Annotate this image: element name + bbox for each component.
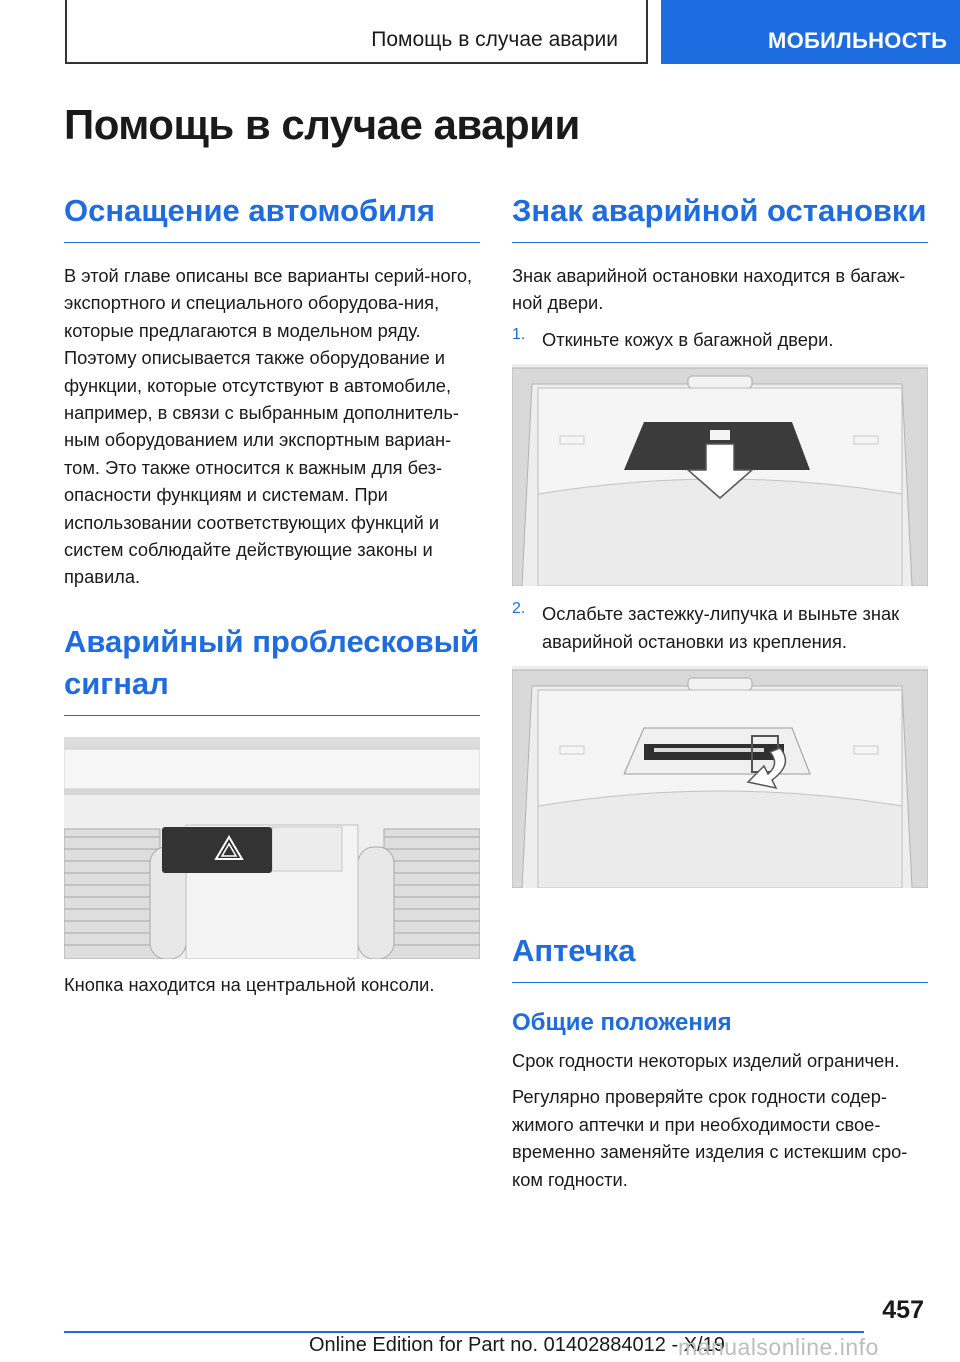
footer-edition: Online Edition for Part no. 01402884012 - X/19 bbox=[309, 1334, 725, 1356]
first-aid-text-2: Регулярно проверяйте срок годности содер-жимого аптечки и при необходимости свое-временно заменяйте изделия с истекшим сро-ком годности. bbox=[512, 1086, 908, 1190]
step-1-text: Откиньте кожух в багажной двери. bbox=[542, 328, 834, 350]
header-chapter-label: МОБИЛЬНОСТЬ bbox=[768, 28, 948, 53]
step-2 bbox=[512, 600, 928, 655]
page-number: 457 bbox=[882, 1296, 924, 1324]
header-section-title: Помощь в случае аварии bbox=[371, 28, 618, 51]
heading-first-aid: Аптечка bbox=[512, 930, 928, 983]
page-title: Помощь в случае аварии bbox=[64, 101, 580, 148]
heading-hazard: Аварийный проблесковый сигнал bbox=[64, 621, 480, 716]
header-section-box bbox=[65, 0, 648, 64]
hazard-caption: Кнопка находится на центральной консоли. bbox=[64, 973, 435, 995]
tailgate-cover-illustration bbox=[512, 364, 928, 586]
step-1 bbox=[512, 326, 928, 353]
right-column bbox=[512, 190, 928, 1193]
left-column bbox=[64, 190, 480, 998]
triangle-intro: Знак аварийной остановки находится в багаж-ной двери. bbox=[512, 265, 906, 314]
first-aid-text-1: Срок годности некоторых изделий ограничен. bbox=[512, 1050, 900, 1072]
watermark: manualsonline.info bbox=[678, 1334, 879, 1360]
heading-equipment: Оснащение автомобиля bbox=[64, 190, 480, 243]
triangle-removal-illustration bbox=[512, 666, 928, 888]
hazard-button-illustration bbox=[64, 737, 480, 959]
step-2-number: 2. bbox=[512, 600, 526, 618]
tailgate-cover-svg bbox=[512, 364, 928, 586]
step-1-number: 1. bbox=[512, 325, 526, 343]
footer-rule bbox=[64, 1331, 864, 1333]
subheading-general: Общие положения bbox=[512, 1009, 732, 1037]
header-chapter-tab[interactable] bbox=[661, 0, 960, 64]
triangle-removal-svg bbox=[512, 666, 928, 888]
console-illustration bbox=[64, 737, 480, 959]
equipment-text: В этой главе описаны все варианты серий-ного, экспортного и специального оборудова-ния, которые предлагаются в модельном ряду. Поэтому описывается также оборудование и функции, которые отсутствуют в автомобиле, например, в связи с выбранным дополнитель-ным оборудованием или экспортным вариан-том. Это также относится к важным для без-опасности функциям и системам. При использовании соответствующих функций и систем соблюдайте действующие законы и правила. bbox=[64, 265, 473, 588]
step-2-text: Ослабьте застежку-липучка и выньте знак аварийной остановки из крепления. bbox=[542, 603, 900, 652]
heading-warning-triangle: Знак аварийной остановки bbox=[512, 190, 928, 243]
